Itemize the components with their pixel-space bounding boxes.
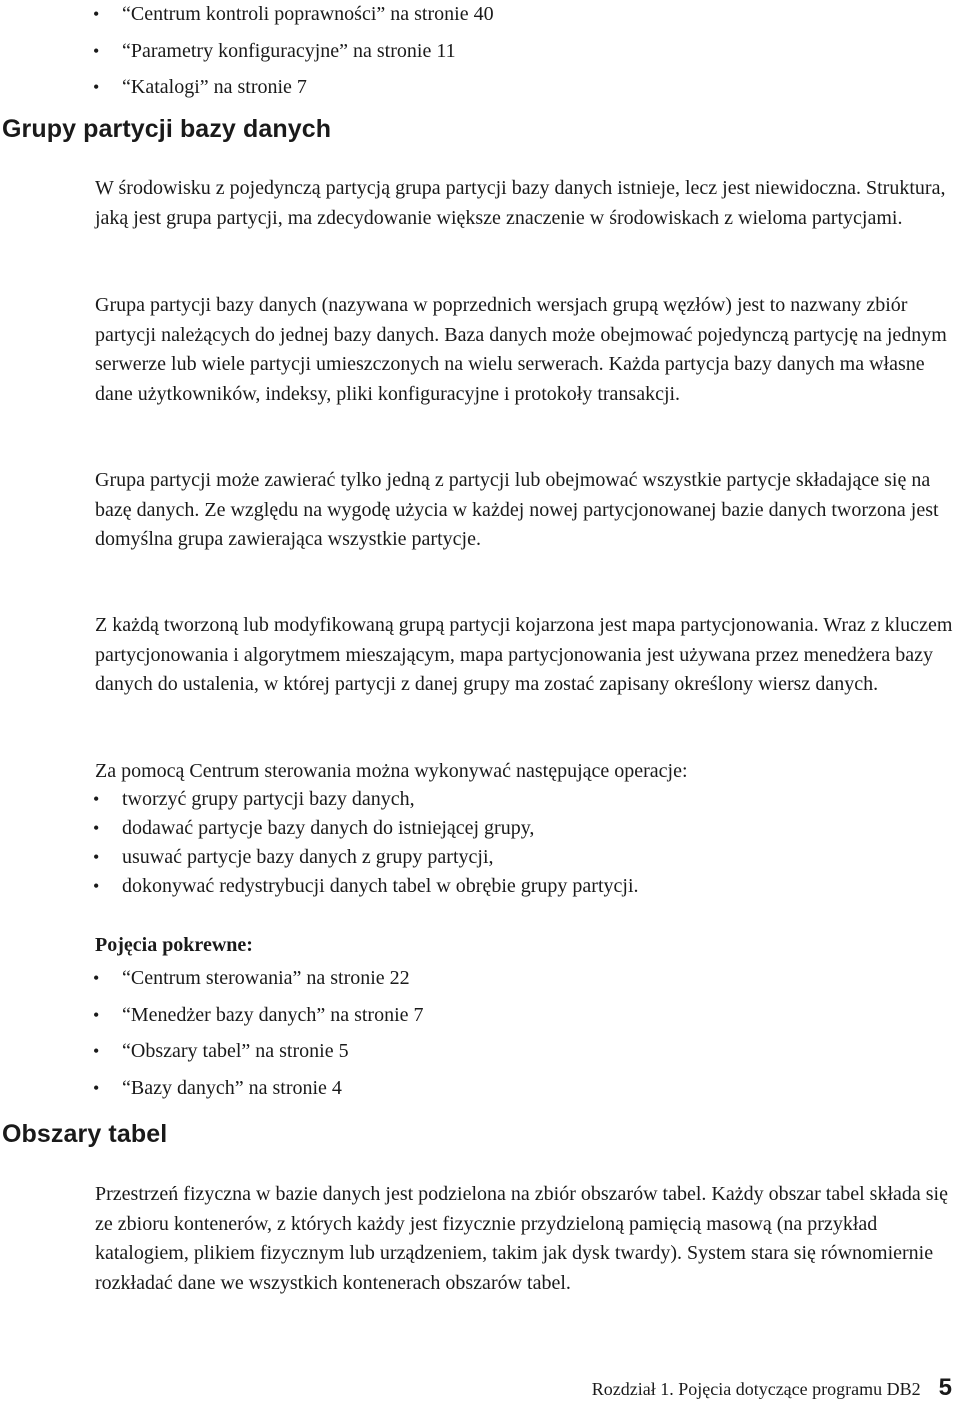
section-heading-table-spaces: Obszary tabel: [2, 1120, 168, 1148]
operation-item: • usuwać partycje bazy danych z grupy partycji,: [0, 843, 940, 872]
related-link-item[interactable]: • “Parametry konfiguracyjne” na stronie 11: [0, 39, 940, 76]
paragraph: Grupa partycji bazy danych (nazywana w poprzednich wersjach grupą węzłów) jest to nazwany zbiór partycji należących do jednej bazy danych. Baza danych może obejmować pojedynczą partycję na jednym serwerze lub wiele partycji umieszczonych na wielu serwerach. Każda partycja bazy danych ma własne dane użytkowników, indeksy, pliki konfiguracyjne i protokoły transakcji.: [95, 294, 947, 405]
page-number: 5: [938, 1374, 952, 1401]
chapter-title: Rozdział 1. Pojęcia dotyczące programu DB2: [591, 1379, 921, 1399]
previous-related-links: [0, 0, 940, 112]
page-footer: [592, 1376, 952, 1401]
related-link-item[interactable]: • “Bazy danych” na stronie 4: [0, 1076, 940, 1113]
related-link-item[interactable]: • “Katalogi” na stronie 7: [0, 75, 940, 112]
related-concepts-list: [0, 966, 940, 1112]
related-link-item[interactable]: • “Centrum sterowania” na stronie 22: [0, 966, 940, 1003]
operations-list: [0, 785, 940, 901]
section-heading-partition-groups: Grupy partycji bazy danych: [2, 115, 332, 143]
paragraph-operations-intro: Za pomocą Centrum sterowania można wykonywać następujące operacje:: [95, 760, 688, 782]
related-concepts-title: Pojęcia pokrewne:: [95, 934, 253, 956]
operation-item: • dodawać partycje bazy danych do istniejącej grupy,: [0, 814, 940, 843]
related-link-item[interactable]: • “Obszary tabel” na stronie 5: [0, 1039, 940, 1076]
paragraph: Grupa partycji może zawierać tylko jedną z partycji lub obejmować wszystkie partycje składające się na bazę danych. Ze względu na wygodę użycia w każdej nowej partycjonowanej bazie danych tworzona jest domyślna grupa zawierająca wszystkie partycje.: [95, 469, 939, 550]
operation-item: • dokonywać redystrybucji danych tabel w obrębie grupy partycji.: [0, 872, 940, 901]
paragraph: Z każdą tworzoną lub modyfikowaną grupą partycji kojarzona jest mapa partycjonowania. Wraz z kluczem partycjonowania i algorytmem mieszającym, mapa partycjonowania jest używana przez menedżera bazy danych do ustalenia, w której partycji z danej grupy ma zostać zapisany określony wiersz danych.: [95, 614, 953, 695]
paragraph: Przestrzeń fizyczna w bazie danych jest podzielona na zbiór obszarów tabel. Każdy obszar tabel składa się ze zbioru kontenerów, z których każdy jest fizycznie przydzieloną pamięcią masową (na przykład katalogiem, plikiem fizycznym lub urządzeniem, takim jak dysk twardy). System stara się równomiernie rozkładać dane we wszystkich kontenerach obszarów tabel.: [95, 1183, 948, 1294]
paragraph: W środowisku z pojedynczą partycją grupa partycji bazy danych istnieje, lecz jest niewidoczna. Struktura, jaką jest grupa partycji, ma zdecydowanie większe znaczenie w środowiskach z wieloma partycjami.: [95, 177, 946, 229]
related-link-item[interactable]: • “Centrum kontroli poprawności” na stronie 40: [0, 2, 940, 39]
operation-item: • tworzyć grupy partycji bazy danych,: [0, 785, 940, 814]
related-link-item[interactable]: • “Menedżer bazy danych” na stronie 7: [0, 1003, 940, 1040]
